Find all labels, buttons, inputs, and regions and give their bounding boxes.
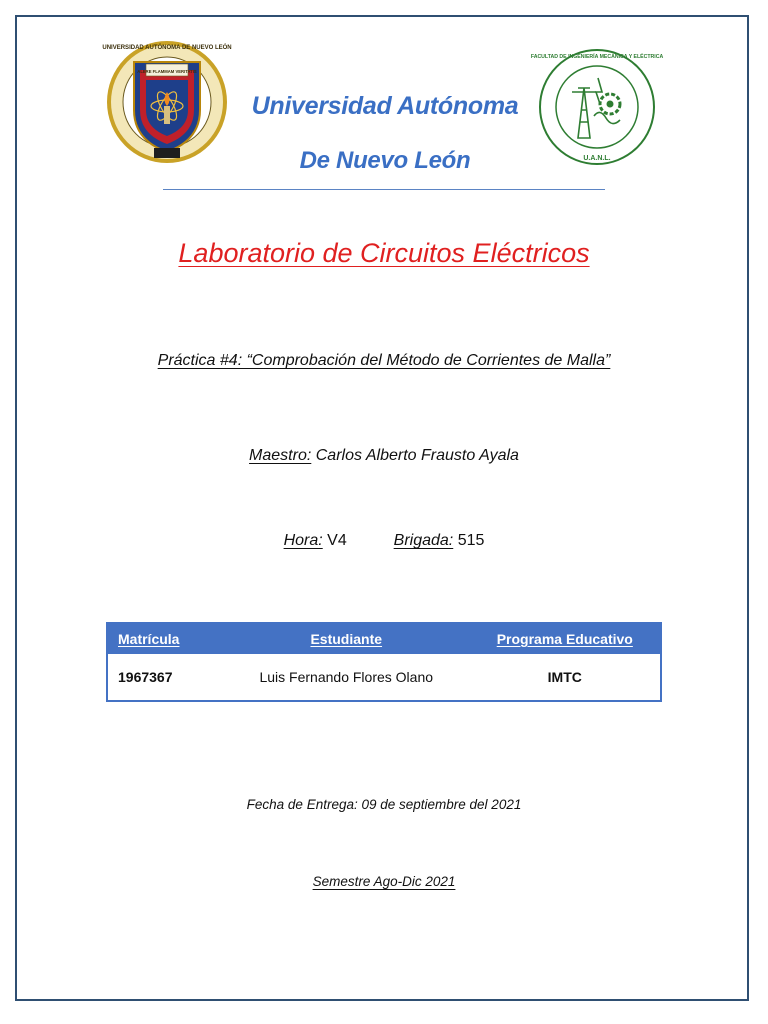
hora-label: Hora: — [283, 532, 323, 549]
practice-title: Práctica #4: “Comprobación del Método de Corrientes de Malla” — [157, 352, 611, 369]
cell-estudiante: Luis Fernando Flores Olano — [259, 669, 434, 685]
university-name-line1: Universidad Autónoma — [251, 92, 519, 120]
uanl-seal-logo — [102, 40, 232, 164]
teacher-label: Maestro: — [249, 447, 312, 464]
fime-ring-text: FACULTAD DE INGENIERÍA MECÁNICA Y ELÉCTRICA — [530, 54, 664, 60]
header-estudiante: Estudiante — [223, 623, 470, 654]
seal-ring-text: UNIVERSIDAD AUTÓNOMA DE NUEVO LEÓN — [102, 45, 232, 51]
students-table — [106, 622, 662, 702]
header-programa: Programa Educativo — [470, 623, 661, 654]
header-matricula: Matrícula — [107, 623, 223, 654]
hora-value: V4 — [327, 532, 347, 549]
header-divider — [163, 189, 605, 190]
teacher-name: Carlos Alberto Frausto Ayala — [315, 447, 519, 464]
fime-abbr: U.A.N.L. — [583, 155, 611, 162]
cell-programa: IMTC — [547, 669, 582, 685]
brigada-label: Brigada: — [393, 532, 454, 549]
teacher-line — [0, 447, 768, 465]
cell-matricula: 1967367 — [118, 669, 173, 685]
schedule-line — [0, 532, 768, 550]
lab-title: Laboratorio de Circuitos Eléctricos — [178, 238, 590, 268]
brigada-value: 515 — [457, 532, 485, 549]
table-row — [107, 654, 661, 701]
seal-motto: ALERE FLAMMAM VERITATIS — [137, 69, 197, 74]
delivery-date: Fecha de Entrega: 09 de septiembre del 2021 — [246, 797, 522, 812]
fime-logo — [530, 48, 664, 166]
table-header-row — [107, 623, 661, 654]
university-name-line2: De Nuevo León — [299, 147, 471, 174]
semester: Semestre Ago-Dic 2021 — [312, 874, 456, 889]
